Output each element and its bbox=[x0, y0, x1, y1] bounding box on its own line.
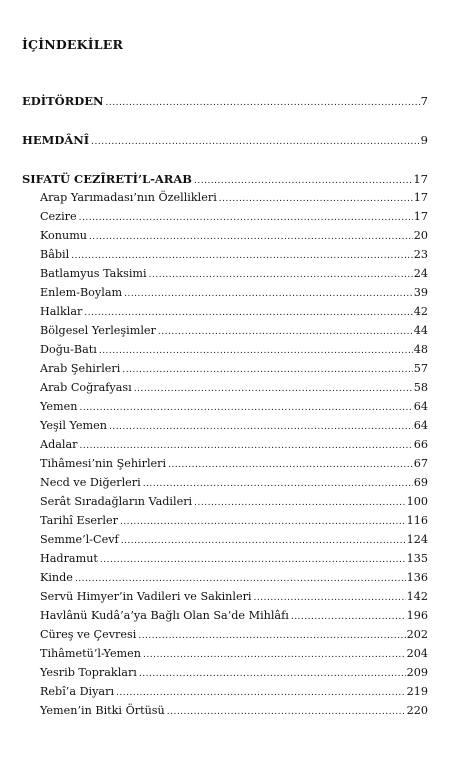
toc-entry-label: Cüreş ve Çevresi bbox=[40, 628, 137, 641]
toc-entry-label: Batlamyus Taksimi bbox=[40, 267, 147, 280]
toc-entry-label: Semme’l-Cevf bbox=[40, 533, 119, 546]
toc-entry-page: 219 bbox=[406, 685, 428, 698]
dot-leader bbox=[106, 98, 420, 108]
dot-leader bbox=[89, 232, 413, 242]
toc-entry-page: 66 bbox=[413, 438, 428, 451]
toc-subentry[interactable] bbox=[40, 381, 428, 394]
toc-entry-page: 17 bbox=[413, 191, 428, 204]
toc-subentry[interactable] bbox=[40, 305, 428, 318]
toc-entry-label: Kinde bbox=[40, 571, 73, 584]
toc-entry-label: SIFATÜ CEZÎRETİ’L-ARAB bbox=[22, 172, 192, 186]
toc-entry-label: Rebî’a Diyarı bbox=[40, 685, 115, 698]
toc-entry-page: 23 bbox=[413, 248, 428, 261]
toc-entry-label: Arab Şehirleri bbox=[40, 362, 121, 375]
toc-entry-page: 44 bbox=[413, 324, 428, 337]
dot-leader bbox=[194, 176, 412, 186]
toc-entry-label: Servü Himyer’in Vadileri ve Sakinleri bbox=[40, 590, 252, 603]
toc-entry-page: 58 bbox=[413, 381, 428, 394]
toc-entry-label: Doğu-Batı bbox=[40, 343, 97, 356]
toc-entry-page: 100 bbox=[406, 495, 428, 508]
toc-subentry[interactable] bbox=[40, 476, 428, 489]
toc-subentry[interactable] bbox=[40, 571, 428, 584]
dot-leader bbox=[79, 403, 412, 413]
page-title: İÇİNDEKİLER bbox=[22, 37, 124, 52]
toc-subentry[interactable] bbox=[40, 647, 428, 660]
toc-entry-label: Adalar bbox=[40, 438, 78, 451]
toc-entry-page: 17 bbox=[413, 172, 428, 186]
dot-leader bbox=[149, 270, 413, 280]
dot-leader bbox=[138, 631, 405, 641]
dot-leader bbox=[80, 441, 413, 451]
toc-subentry[interactable] bbox=[40, 495, 428, 508]
toc-subentry[interactable] bbox=[40, 286, 428, 299]
toc-entry-page: 42 bbox=[413, 305, 428, 318]
toc-entry-label: Yesrib Toprakları bbox=[40, 666, 137, 679]
toc-subentry[interactable] bbox=[40, 248, 428, 261]
dot-leader bbox=[75, 574, 406, 584]
dot-leader bbox=[109, 422, 413, 432]
toc-entry-page: 9 bbox=[420, 133, 428, 147]
dot-leader bbox=[121, 536, 406, 546]
toc-entry-label: Cezire bbox=[40, 210, 77, 223]
dot-leader bbox=[219, 194, 413, 204]
toc-entry-page: 69 bbox=[413, 476, 428, 489]
toc-entry-label: Bölgesel Yerleşimler bbox=[40, 324, 156, 337]
toc-entry-label: EDİTÖRDEN bbox=[22, 94, 104, 108]
toc-subentry[interactable] bbox=[40, 609, 428, 622]
toc-entry-label: Tihâmesi’nin Şehirleri bbox=[40, 457, 167, 470]
dot-leader bbox=[122, 365, 412, 375]
toc-entry-page: 7 bbox=[420, 94, 428, 108]
toc-entry-page: 136 bbox=[406, 571, 428, 584]
toc-entry-page: 204 bbox=[406, 647, 428, 660]
toc-entry-label: Serât Sıradağların Vadileri bbox=[40, 495, 193, 508]
toc-entry-label: Yemen bbox=[40, 400, 78, 413]
toc-entry-page: 116 bbox=[406, 514, 428, 527]
toc-entry-label: Bâbil bbox=[40, 248, 70, 261]
toc-subentry[interactable] bbox=[40, 628, 428, 641]
toc-subentry[interactable] bbox=[40, 400, 428, 413]
dot-leader bbox=[168, 460, 413, 470]
dot-leader bbox=[139, 669, 406, 679]
dot-leader bbox=[91, 137, 420, 147]
toc-entry-label: Yemen’in Bitki Örtüsü bbox=[40, 704, 165, 717]
dot-leader bbox=[124, 289, 413, 299]
toc-entry-page: 17 bbox=[413, 210, 428, 223]
toc-entry-page: 39 bbox=[413, 286, 428, 299]
dot-leader bbox=[143, 650, 406, 660]
toc-entry-label: Havlânü Kudâ’a’ya Bağlı Olan Sa’de Mihlâfı bbox=[40, 609, 289, 622]
toc-entry-page: 209 bbox=[406, 666, 428, 679]
toc-subentry[interactable] bbox=[40, 362, 428, 375]
toc-subentry[interactable] bbox=[40, 210, 428, 223]
dot-leader bbox=[167, 707, 406, 717]
dot-leader bbox=[116, 688, 406, 698]
toc-entry-page: 202 bbox=[406, 628, 428, 641]
toc-subentry[interactable] bbox=[40, 457, 428, 470]
toc-subentry[interactable] bbox=[40, 324, 428, 337]
toc-entry-page: 48 bbox=[413, 343, 428, 356]
toc-subentry[interactable] bbox=[40, 229, 428, 242]
dot-leader bbox=[291, 612, 406, 622]
toc-entry-label: HEMDÂNÎ bbox=[22, 133, 90, 147]
dot-leader bbox=[99, 346, 413, 356]
toc-entry-label: Hadramut bbox=[40, 552, 98, 565]
toc-entry-sifatu-cezireti-l-arab[interactable] bbox=[22, 172, 428, 186]
toc-entry-label: Yeşil Yemen bbox=[40, 419, 107, 432]
toc-entry-hemdani[interactable] bbox=[22, 133, 428, 147]
toc-subentry[interactable] bbox=[40, 704, 428, 717]
toc-entry-page: 57 bbox=[413, 362, 428, 375]
toc-entry-page: 64 bbox=[413, 419, 428, 432]
dot-leader bbox=[194, 498, 406, 508]
dot-leader bbox=[134, 384, 413, 394]
toc-entry-label: Arap Yarımadası’nın Özellikleri bbox=[40, 191, 217, 204]
toc-subentry[interactable] bbox=[40, 685, 428, 698]
toc-entry-page: 135 bbox=[406, 552, 428, 565]
toc-entry-page: 64 bbox=[413, 400, 428, 413]
dot-leader bbox=[84, 308, 412, 318]
toc-entry-label: Arab Coğrafyası bbox=[40, 381, 132, 394]
toc-subentry[interactable] bbox=[40, 590, 428, 603]
toc-entry-page: 24 bbox=[413, 267, 428, 280]
toc-entry-label: Halklar bbox=[40, 305, 83, 318]
toc-entry-label: Necd ve Diğerleri bbox=[40, 476, 141, 489]
dot-leader bbox=[79, 213, 413, 223]
toc-subentry[interactable] bbox=[40, 552, 428, 565]
dot-leader bbox=[100, 555, 406, 565]
toc-subentry[interactable] bbox=[40, 666, 428, 679]
dot-leader bbox=[158, 327, 413, 337]
dot-leader bbox=[143, 479, 413, 489]
toc-subentry[interactable] bbox=[40, 191, 428, 204]
toc-entry-page: 196 bbox=[406, 609, 428, 622]
toc-entry-page: 142 bbox=[406, 590, 428, 603]
toc-entry-page: 67 bbox=[413, 457, 428, 470]
toc-entry-label: Tarihî Eserler bbox=[40, 514, 118, 527]
dot-leader bbox=[254, 593, 406, 603]
toc-entry-label: Enlem-Boylam bbox=[40, 286, 123, 299]
toc-subentry[interactable] bbox=[40, 533, 428, 546]
toc-subentry[interactable] bbox=[40, 514, 428, 527]
toc-subentry[interactable] bbox=[40, 343, 428, 356]
dot-leader bbox=[71, 251, 413, 261]
toc-entry-editorden[interactable] bbox=[22, 94, 428, 108]
toc-entry-page: 124 bbox=[406, 533, 428, 546]
toc-subentry[interactable] bbox=[40, 419, 428, 432]
toc-entry-label: Konumu bbox=[40, 229, 88, 242]
toc-entry-label: Tihâmetü’l-Yemen bbox=[40, 647, 141, 660]
toc-entry-page: 220 bbox=[406, 704, 428, 717]
toc-entry-page: 20 bbox=[413, 229, 428, 242]
toc-subentry[interactable] bbox=[40, 438, 428, 451]
toc-subentry[interactable] bbox=[40, 267, 428, 280]
dot-leader bbox=[120, 517, 406, 527]
